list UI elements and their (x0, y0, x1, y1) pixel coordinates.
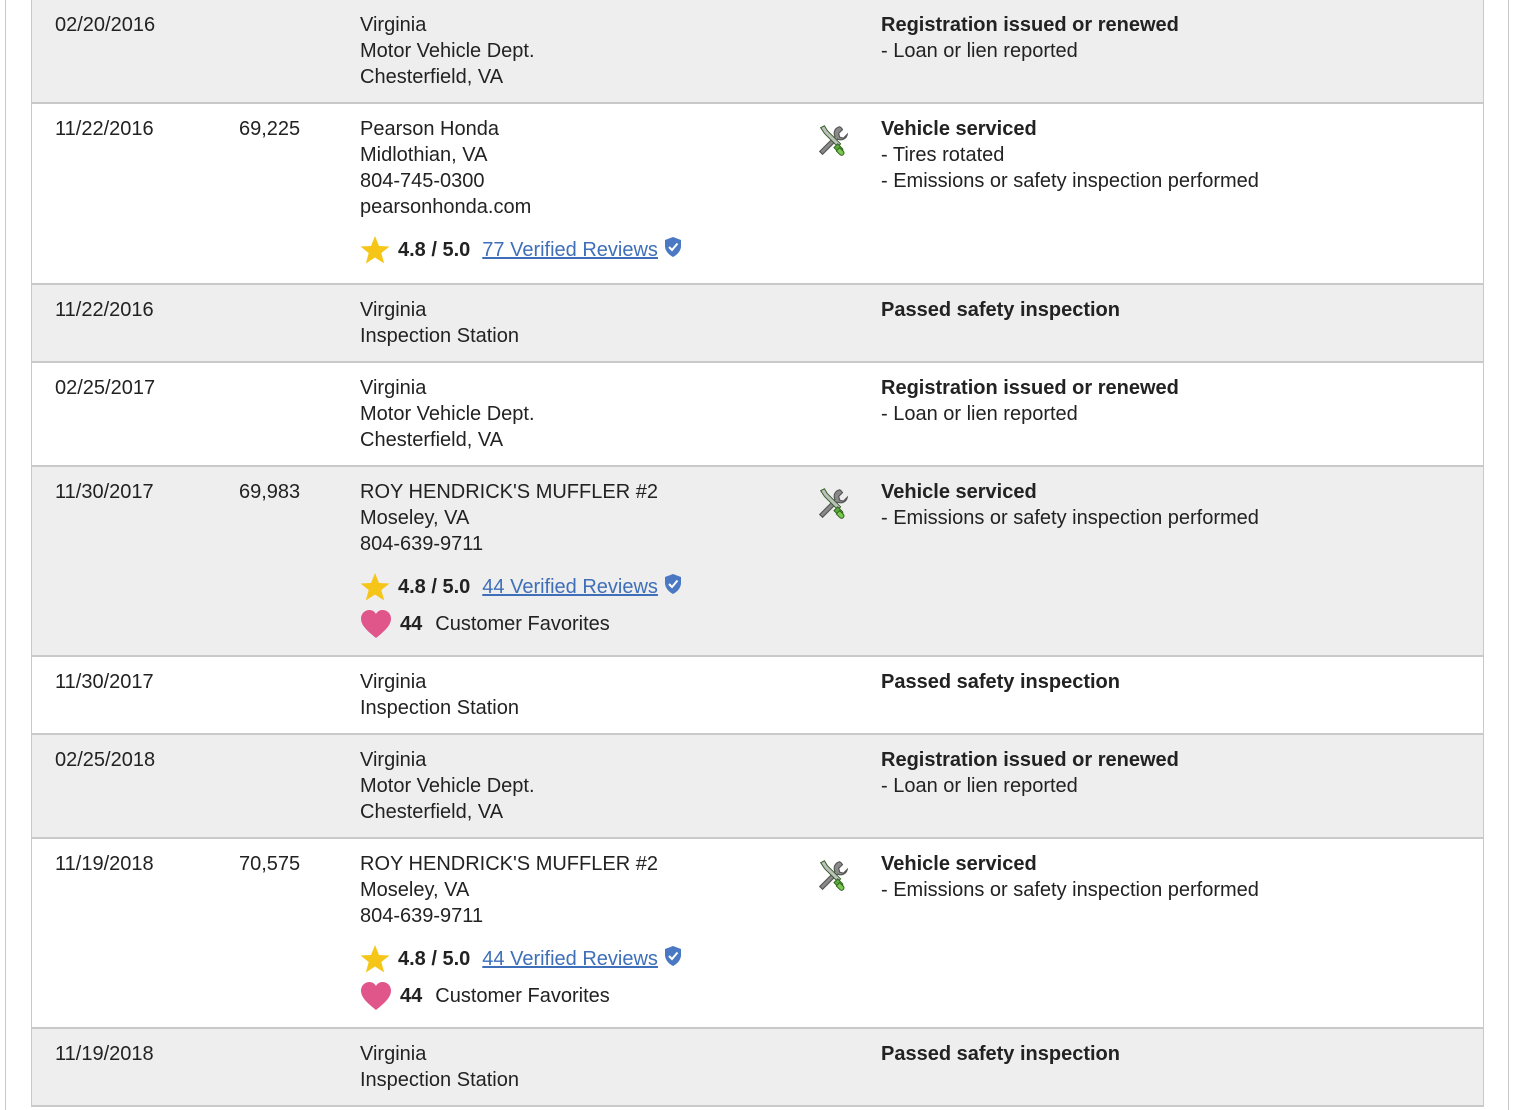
comment-detail: - Emissions or safety inspection performed (881, 879, 1259, 901)
comment-detail: - Loan or lien reported (881, 403, 1078, 425)
comments (881, 669, 1120, 695)
source-info (360, 12, 535, 90)
comments (881, 1041, 1120, 1067)
source-line: Virginia (360, 377, 427, 399)
source-line: pearsonhonda.com (360, 196, 532, 218)
comment-title: Vehicle serviced (881, 481, 1037, 503)
comments (881, 479, 1259, 531)
source-line: Moseley, VA (360, 507, 470, 529)
source-line: Motor Vehicle Dept. (360, 775, 535, 797)
wrench-screwdriver-icon (814, 857, 852, 895)
comment-title: Vehicle serviced (881, 853, 1037, 875)
source-info (360, 747, 535, 825)
favorites-label: Customer Favorites (435, 985, 610, 1007)
favorites-count: 44 (400, 985, 423, 1007)
history-panel (5, 0, 1509, 1110)
source-info (360, 479, 682, 640)
heart-icon (360, 981, 392, 1011)
comment-title: Passed safety inspection (881, 299, 1120, 321)
source-info (360, 297, 519, 349)
rating-summary (360, 943, 682, 975)
rating-score: 4.8 / 5.0 (398, 948, 471, 970)
record-date: 11/22/2016 (55, 118, 154, 140)
history-row (32, 657, 1483, 735)
comment-title: Registration issued or renewed (881, 749, 1179, 771)
source-line: Pearson Honda (360, 118, 499, 140)
wrench-screwdriver-icon (814, 485, 852, 523)
source-line: Motor Vehicle Dept. (360, 403, 535, 425)
verified-shield-icon (664, 946, 682, 966)
source-line: Chesterfield, VA (360, 801, 504, 823)
history-row (32, 839, 1483, 1029)
source-line: ROY HENDRICK'S MUFFLER #2 (360, 853, 658, 875)
record-date: 11/19/2018 (55, 1043, 154, 1065)
customer-favorites (360, 608, 682, 640)
verified-reviews-link[interactable]: 77 Verified Reviews (482, 239, 658, 261)
source-line: Chesterfield, VA (360, 429, 504, 451)
star-icon (360, 944, 390, 974)
source-line: Chesterfield, VA (360, 66, 504, 88)
verified-shield-icon (664, 237, 682, 257)
source-line: Virginia (360, 671, 427, 693)
comments (881, 12, 1179, 64)
history-row (32, 1029, 1483, 1107)
source-line: Motor Vehicle Dept. (360, 40, 535, 62)
source-line: 804-639-9711 (360, 533, 484, 555)
heart-icon (360, 609, 392, 639)
source-line: Virginia (360, 14, 427, 36)
comment-title: Registration issued or renewed (881, 14, 1179, 36)
odometer-reading: 70,575 (239, 853, 301, 875)
comments (881, 375, 1179, 427)
verified-reviews-link[interactable]: 44 Verified Reviews (482, 576, 658, 598)
comment-title: Vehicle serviced (881, 118, 1037, 140)
rating-score: 4.8 / 5.0 (398, 576, 471, 598)
favorites-label: Customer Favorites (435, 613, 610, 635)
verified-shield-icon (664, 574, 682, 594)
comment-detail: - Emissions or safety inspection performed (881, 507, 1259, 529)
comment-detail: - Loan or lien reported (881, 40, 1078, 62)
record-date: 02/25/2018 (55, 749, 156, 771)
history-row (32, 363, 1483, 467)
source-info (360, 1041, 519, 1093)
record-date: 11/30/2017 (55, 671, 154, 693)
comment-title: Passed safety inspection (881, 1043, 1120, 1065)
source-line: Midlothian, VA (360, 144, 488, 166)
customer-favorites (360, 980, 682, 1012)
comment-detail: - Loan or lien reported (881, 775, 1078, 797)
source-line: ROY HENDRICK'S MUFFLER #2 (360, 481, 658, 503)
source-line: 804-745-0300 (360, 170, 485, 192)
source-info (360, 116, 682, 266)
history-row (32, 285, 1483, 363)
source-line: Inspection Station (360, 1069, 519, 1091)
odometer-reading: 69,225 (239, 118, 301, 140)
comment-title: Passed safety inspection (881, 671, 1120, 693)
source-line: Virginia (360, 749, 427, 771)
star-icon (360, 572, 390, 602)
record-date: 02/20/2016 (55, 14, 156, 36)
star-icon (360, 235, 390, 265)
verified-reviews-link[interactable]: 44 Verified Reviews (482, 948, 658, 970)
source-info (360, 669, 519, 721)
source-line: Virginia (360, 299, 427, 321)
comments (881, 297, 1120, 323)
comments (881, 116, 1259, 194)
rating-score: 4.8 / 5.0 (398, 239, 471, 261)
source-info (360, 375, 535, 453)
favorites-count: 44 (400, 613, 423, 635)
wrench-screwdriver-icon (814, 122, 852, 160)
history-row (32, 467, 1483, 657)
source-info (360, 851, 682, 1012)
source-line: Inspection Station (360, 697, 519, 719)
comment-title: Registration issued or renewed (881, 377, 1179, 399)
comments (881, 851, 1259, 903)
history-row (32, 104, 1483, 285)
source-line: Inspection Station (360, 325, 519, 347)
rating-summary (360, 571, 682, 603)
source-line: Virginia (360, 1043, 427, 1065)
history-row (32, 0, 1483, 104)
odometer-reading: 69,983 (239, 481, 301, 503)
record-date: 11/30/2017 (55, 481, 154, 503)
record-date: 02/25/2017 (55, 377, 156, 399)
vehicle-history-table (31, 0, 1484, 1107)
source-line: 804-639-9711 (360, 905, 484, 927)
comment-detail: - Emissions or safety inspection performed (881, 170, 1259, 192)
comments (881, 747, 1179, 799)
rating-summary (360, 234, 682, 266)
record-date: 11/22/2016 (55, 299, 154, 321)
comment-detail: - Tires rotated (881, 144, 1005, 166)
record-date: 11/19/2018 (55, 853, 154, 875)
source-line: Moseley, VA (360, 879, 470, 901)
history-row (32, 735, 1483, 839)
